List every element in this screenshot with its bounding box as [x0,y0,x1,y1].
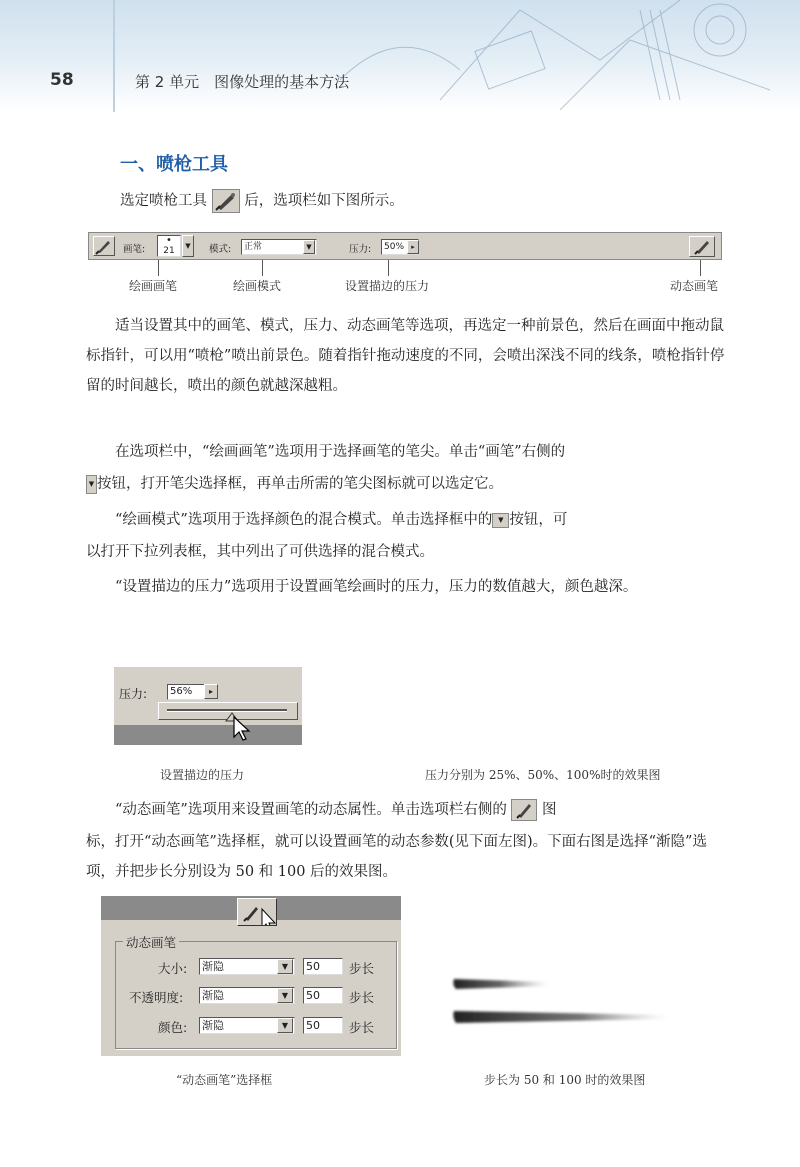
paragraph-1: 适当设置其中的画笔、模式，压力、动态画笔等选项，再选定一种前景色，然后在画面中拖动鼠标指针，可以用“喷枪”喷出前景色。随着指针拖动速度的不同，会喷出深浅不同的线条，喷枪指针停留的时间越长，喷出的颜色就越深越粗。 [86,318,725,394]
brush-callout-line [158,260,159,276]
popup-pressure-label: 压力: [119,687,148,701]
color-mode-select[interactable]: 渐隐 [199,1017,295,1034]
callout-mode: 绘画模式 [233,279,282,293]
dynamic-brush-group-title: 动态画笔 [123,933,179,951]
intro-text-after: 后，选项栏如下图所示。 [244,193,404,209]
paragraph-2-line-1: 在选项栏中，“绘画画笔”选项用于选择画笔的笔尖。单击“画笔”右侧的 [115,444,566,460]
dynamic-brush-button[interactable] [689,236,715,257]
mode-dropdown-button[interactable]: ▼ [303,240,315,254]
dynamic-brush-toolbar-button[interactable] [237,898,277,926]
pressure-slider-button[interactable]: ▸ [407,240,419,254]
paragraph-3-line-1 [115,505,567,535]
brush-size: 21 [163,246,175,256]
paragraph-5-line-1 [115,795,557,825]
color-mode-dropdown[interactable]: ▼ [277,1018,293,1033]
opacity-mode-dropdown[interactable]: ▼ [277,988,293,1003]
mode-label: 模式: [209,244,232,255]
callout-pressure: 设置描边的压力 [345,279,430,293]
header-divider [113,0,115,112]
color-label: 颜色: [158,1020,188,1035]
brush-label: 画笔: [123,244,146,255]
caption-pressure-effect: 压力分别为 25%、50%、100%时的效果图 [425,768,661,782]
header-decoration-image [300,0,800,110]
options-toolbar [88,232,722,260]
slider-thumb-cursor-icon[interactable] [224,711,254,741]
size-mode-dropdown[interactable]: ▼ [277,959,293,974]
paragraph-3-text-a: “绘画模式”选项用于选择颜色的混合模式。单击选择框中的 [115,512,493,528]
fade-stroke-50 [453,979,548,989]
color-steps-input[interactable]: 50 [303,1017,343,1034]
chapter-title: 第 2 单元 图像处理的基本方法 [135,73,350,91]
popup-pressure-input[interactable]: 56% [167,684,205,700]
dropdown-arrow-icon: ▼ [492,513,509,528]
popup-pressure-arrow[interactable]: ▸ [204,684,218,699]
dynamic-brush-dialog [101,896,401,1056]
brush-dropdown-button[interactable]: ▼ [182,235,194,257]
opacity-mode-select[interactable]: 渐隐 [199,987,295,1004]
color-steps-unit: 步长 [349,1020,375,1035]
paragraph-2-line-2 [86,469,503,499]
size-steps-unit: 步长 [349,961,375,976]
airbrush-tool-icon [212,189,240,213]
caption-dynamic-dialog: “动态画笔”选择框 [176,1073,273,1087]
dropdown-arrow-icon: ▼ [86,475,97,494]
intro-text-before: 选定喷枪工具 [120,193,207,209]
canvas-strip [114,725,302,745]
size-mode-select[interactable]: 渐隐 [199,958,295,975]
pressure-popup-figure [114,667,302,745]
caption-pressure-popup: 设置描边的压力 [160,768,245,782]
pressure-callout-line [388,260,389,276]
size-steps-input[interactable]: 50 [303,958,343,975]
airbrush-tool-button[interactable] [93,236,115,256]
mode-select[interactable]: 正常 [241,239,317,255]
pressure-effect-strokes [460,645,670,760]
opacity-steps-input[interactable]: 50 [303,987,343,1004]
opacity-label: 不透明度: [129,990,184,1005]
paragraph-5-rest: 标，打开“动态画笔”选择框，就可以设置画笔的动态参数(见下面左图)。下面右图是选择“渐隐”选项，并把步长分别设为 50 和 100 后的效果图。 [86,834,707,880]
paragraph-2-line-2-text: 按钮，打开笔尖选择框，再单击所需的笔尖图标就可以选定它。 [97,476,503,492]
paragraph-4: “设置描边的压力”选项用于设置画笔绘画时的压力，压力的数值越大，颜色越深。 [115,579,638,595]
dynamic-brush-icon [690,237,714,256]
dynamic-brush-icon [238,899,276,925]
paragraph-5-text-a: “动态画笔”选项用来设置画笔的动态属性。单击选项栏右侧的 [115,802,507,818]
opacity-steps-unit: 步长 [349,990,375,1005]
fade-effect-strokes [448,965,678,1035]
callout-brush: 绘画画笔 [129,279,178,293]
caption-fade-effect: 步长为 50 和 100 时的效果图 [484,1073,646,1087]
dynamic-brush-icon [511,799,537,821]
intro-line [120,186,404,216]
paragraph-3-text-b: 按钮，可 [509,512,568,528]
paragraph-3-line-2: 以打开下拉列表框，其中列出了可供选择的混合模式。 [86,544,434,560]
page-number: 58 [50,70,74,90]
pressure-label: 压力: [349,244,372,255]
fade-stroke-100 [453,1011,668,1023]
mode-callout-line [262,260,263,276]
callout-dynamic: 动态画笔 [670,279,719,293]
pressure-input[interactable]: 50% [381,239,419,255]
paragraph-5-text-b: 图 [542,802,557,818]
brush-preview[interactable]: • 21 [157,235,181,257]
dynamic-callout-line [700,260,701,276]
size-label: 大小: [158,961,188,976]
section-title: 一、喷枪工具 [120,154,228,175]
